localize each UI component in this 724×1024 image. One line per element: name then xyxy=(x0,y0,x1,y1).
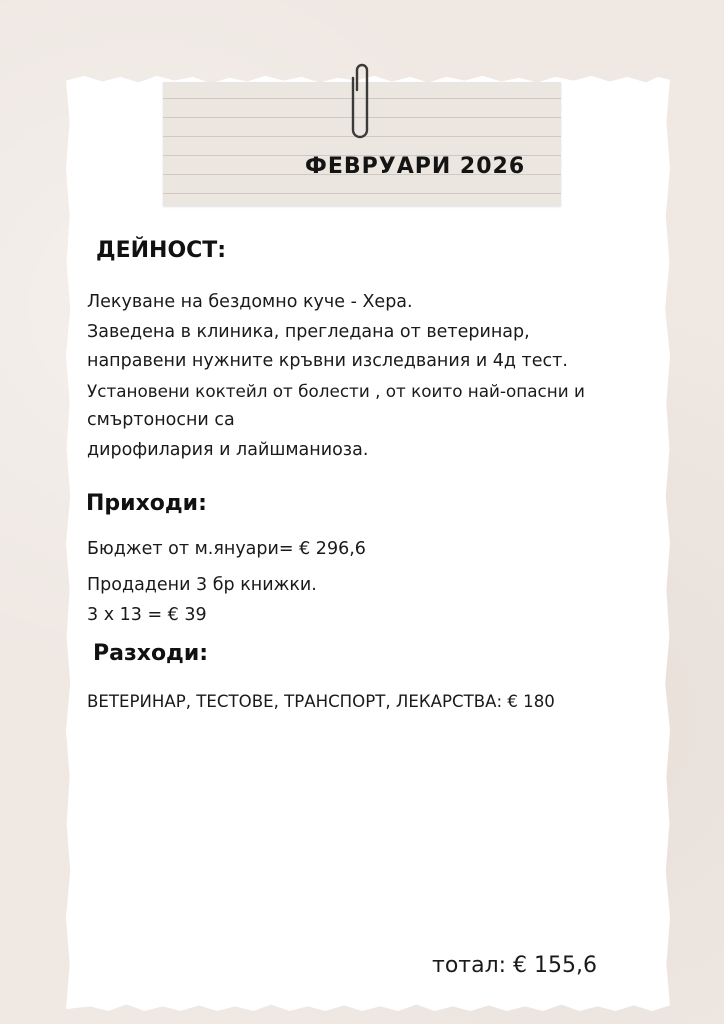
month-title: ФЕВРУАРИ 2026 xyxy=(305,154,526,179)
total-amount: тотал: € 155,6 xyxy=(432,953,598,978)
activity-line: смъртоносни са xyxy=(87,410,235,430)
activity-line: дирофилария и лайшманиоза. xyxy=(87,439,369,460)
activity-text xyxy=(87,288,585,465)
expenses-heading: Разходи: xyxy=(93,641,209,666)
paperclip-icon xyxy=(349,60,375,144)
budget-line: Бюджет от м.януари= € 296,6 xyxy=(87,539,366,559)
activity-line: Установени коктейл от болести , от които най-опасни и xyxy=(87,380,585,401)
books-line: Продадени 3 бр книжки. xyxy=(87,575,317,595)
expenses-text xyxy=(87,687,555,717)
income-books xyxy=(87,571,317,630)
books-calc: 3 x 13 = € 39 xyxy=(87,604,207,625)
income-budget xyxy=(87,535,366,565)
expenses-line: ВЕТЕРИНАР, ТЕСТОВЕ, ТРАНСПОРТ, ЛЕКАРСТВА: € 180 xyxy=(87,692,555,711)
income-heading: Приходи: xyxy=(86,491,207,516)
activity-line: направени нужните кръвни изследвания и 4д тест. xyxy=(87,351,568,371)
activity-line: Заведена в клиника, прегледана от ветеринар, xyxy=(87,321,530,342)
activity-heading: ДЕЙНОСТ: xyxy=(96,238,227,263)
activity-line: Лекуване на бездомно куче - Хера. xyxy=(87,292,413,312)
